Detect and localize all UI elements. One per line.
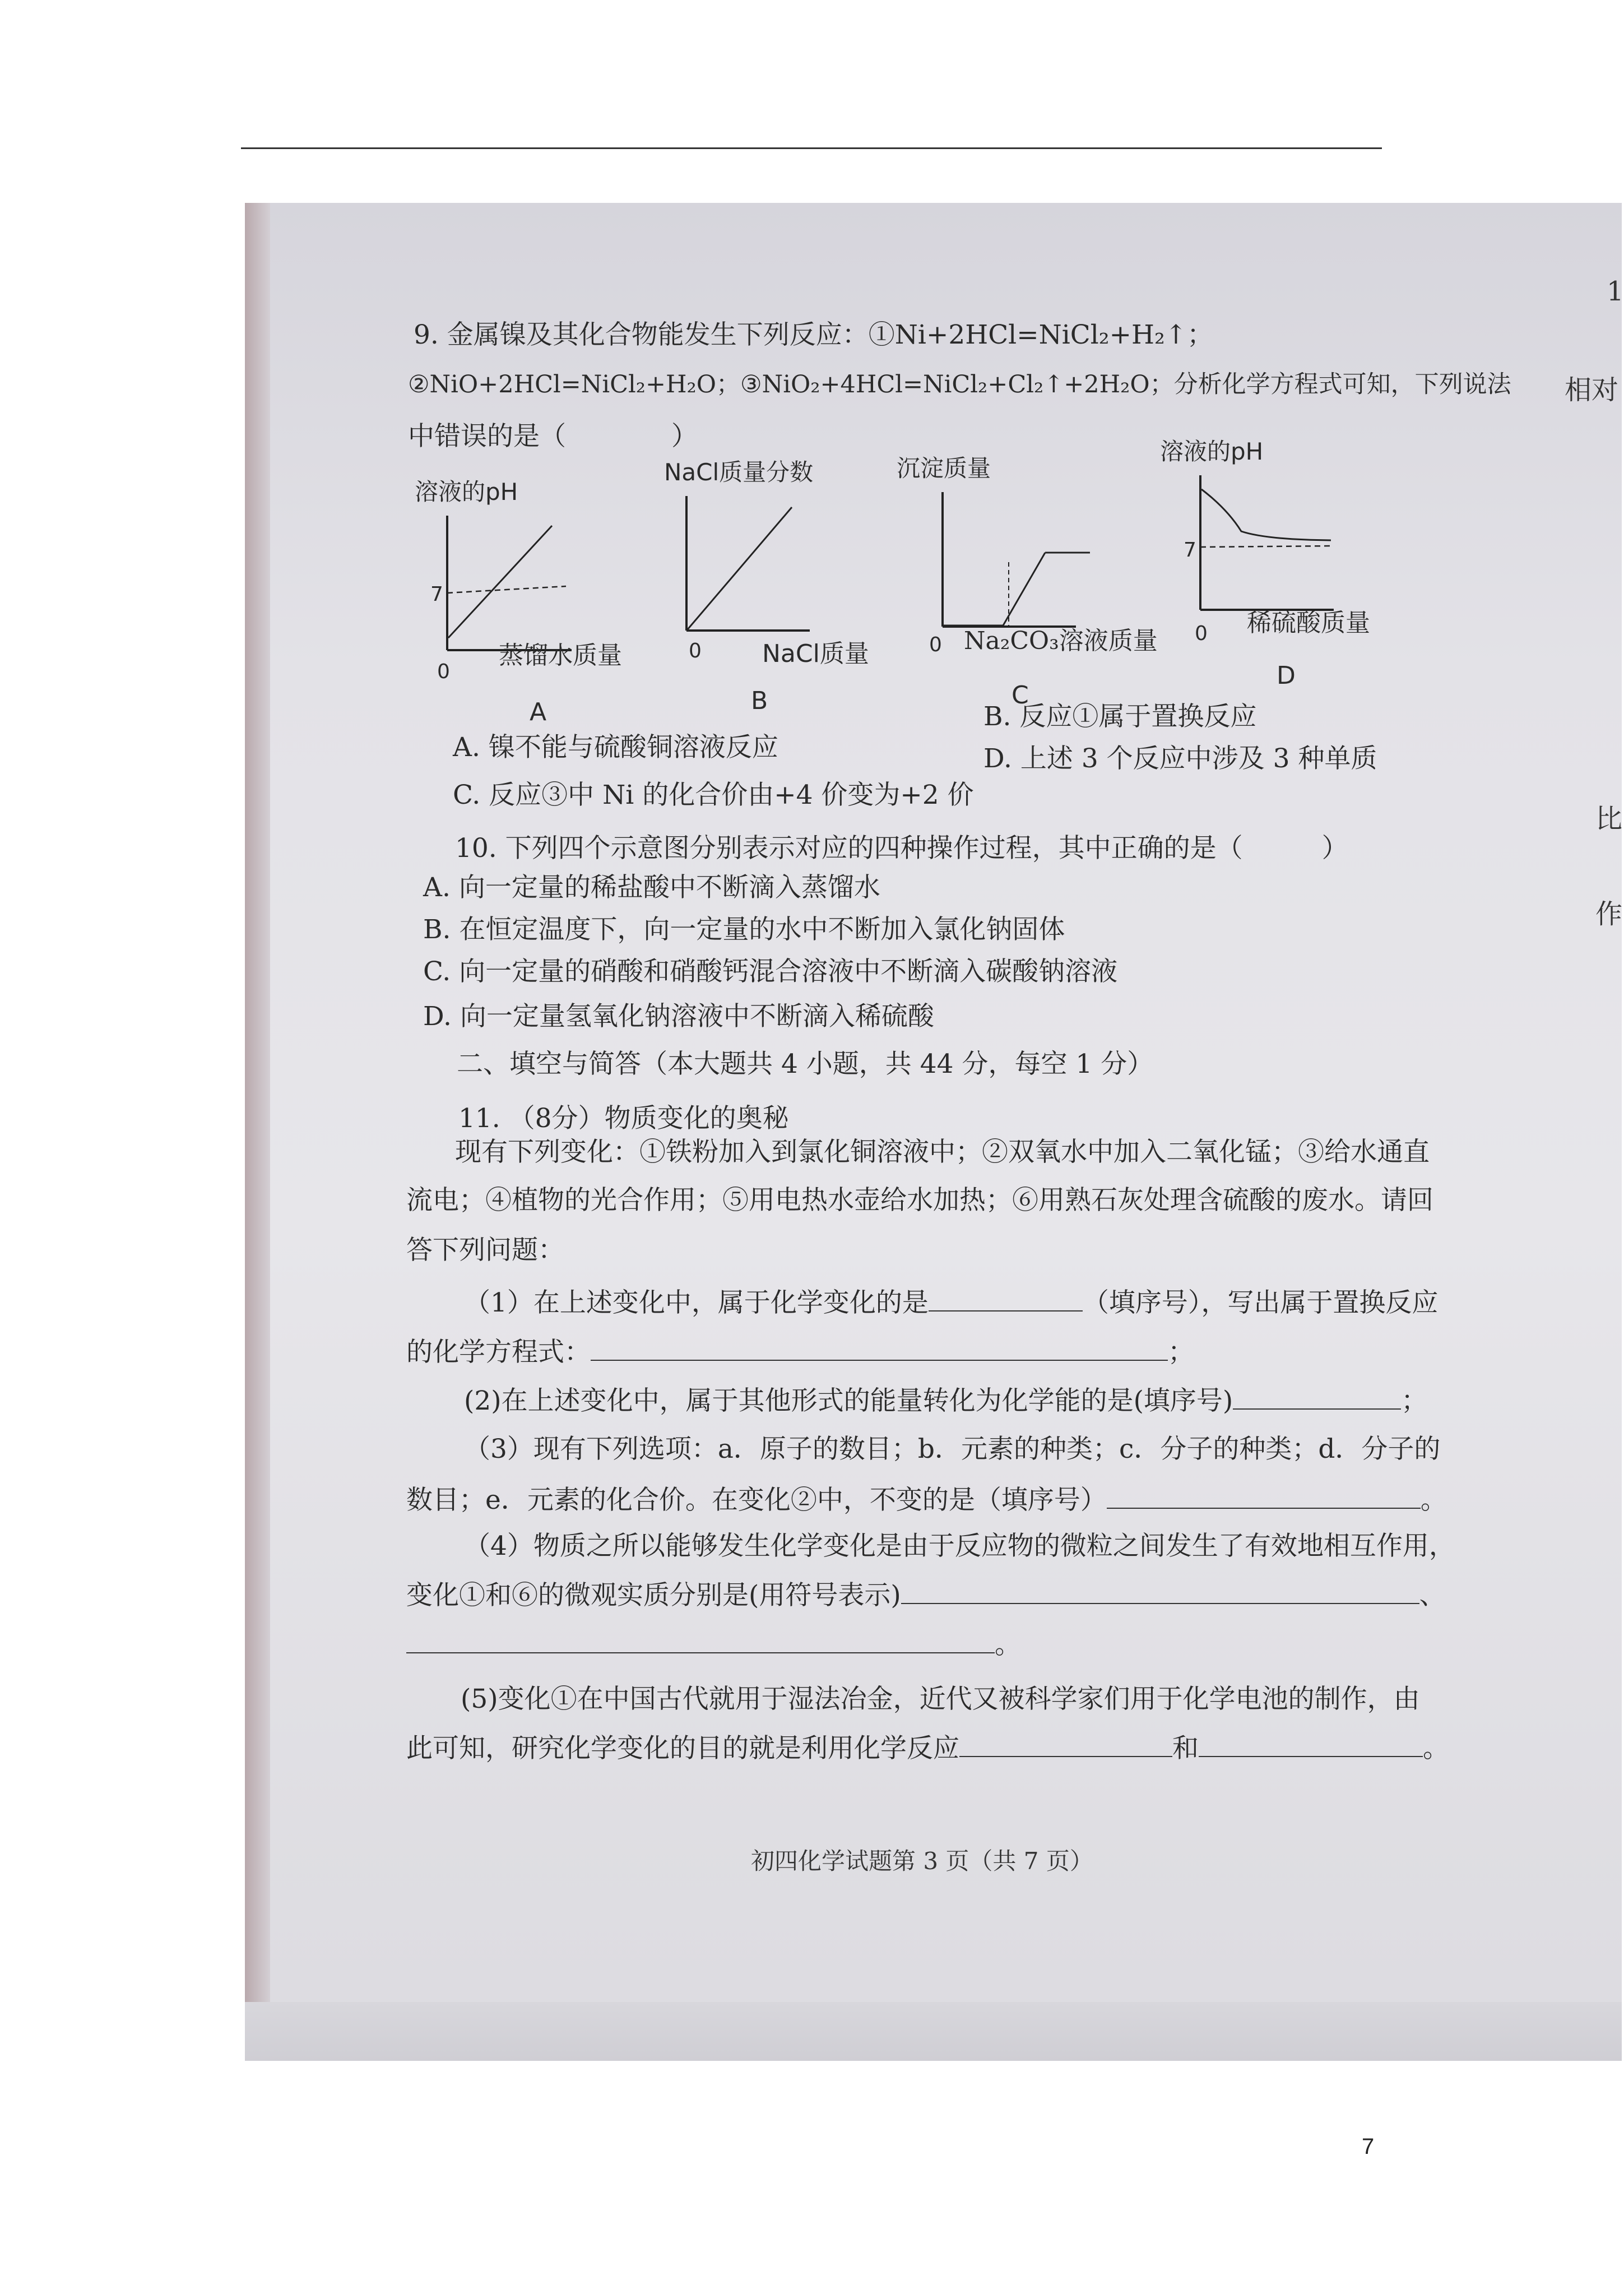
q10-stem: 10. 下列四个示意图分别表示对应的四种操作过程，其中正确的是（ ） [455, 833, 1348, 864]
q11-intro-1: 现有下列变化：①铁粉加入到氯化铜溶液中；②双氧水中加入二氧化锰；③给水通直 [455, 1137, 1430, 1167]
q11-part1-line2 [406, 1337, 1194, 1368]
q11-p3-blank[interactable] [1107, 1486, 1421, 1509]
q9-option-c: C. 反应③中 Ni 的化合价由+4 价变为+2 价 [453, 780, 974, 810]
photo-bottom-band [245, 2002, 1622, 2061]
q11-p5-blank-2[interactable] [1199, 1735, 1423, 1757]
q11-part3-line1: （3）现有下列选项：a．原子的数目；b．元素的种类；c．分子的种类；d．分子的 [464, 1434, 1441, 1465]
chart-a-ylabel: 溶液的pH [415, 478, 518, 506]
chart-d-ylabel: 溶液的pH [1160, 438, 1264, 465]
q11-p4-end: 。 [995, 1629, 1021, 1660]
q10-option-c: C. 向一定量的硝酸和硝酸钙混合溶液中不断滴入碳酸钠溶液 [423, 956, 1118, 987]
q11-p2-blank[interactable] [1233, 1387, 1401, 1410]
q9-option-b: B. 反应①属于置换反应 [983, 701, 1257, 732]
chart-c-ylabel: 沉淀质量 [897, 455, 991, 482]
q11-p1-text-b: （填序号），写出属于置换反应 [1082, 1287, 1439, 1318]
chart-b-origin: 0 [689, 639, 702, 662]
exam-footer: 初四化学试题第 3 页（共 7 页） [751, 1847, 1093, 1875]
q11-intro-2: 流电；④植物的光合作用；⑤用电热水壶给水加热；⑥用熟石灰处理含硫酸的废水。请回 [406, 1185, 1433, 1216]
q9-line1: 9. 金属镍及其化合物能发生下列反应：①Ni+2HCl=NiCl₂+H₂↑； [414, 319, 1214, 350]
chart-d-curve [1201, 489, 1331, 540]
chart-d-tick-7: 7 [1184, 539, 1196, 562]
side-text-3: 比 [1595, 803, 1623, 835]
q11-p1-end: ； [1168, 1337, 1194, 1368]
chart-c-caption: C [1011, 681, 1029, 710]
q11-p4-text: 变化①和⑥的微观实质分别是(用符号表示) [406, 1580, 901, 1611]
chart-b-ylabel: NaCl质量分数 [664, 458, 814, 486]
q10-option-a: A. 向一定量的稀盐酸中不断滴入蒸馏水 [423, 872, 880, 903]
chart-a-ph7-line [447, 586, 566, 593]
q11-p1-blank-2[interactable] [591, 1338, 1168, 1361]
chart-d-origin: 0 [1195, 622, 1208, 645]
q9-line2: ②NiO+2HCl=NiCl₂+H₂O；③NiO₂+4HCl=NiCl₂+Cl₂↑+2H₂O；分析化学方程式可知，下列说法 [408, 370, 1511, 398]
q11-part3-line2 [406, 1485, 1447, 1516]
chart-a-origin: 0 [437, 660, 450, 683]
q11-p1-text-c: 的化学方程式： [406, 1337, 591, 1368]
q11-p1-blank-1[interactable] [929, 1289, 1083, 1311]
q11-part5-line1: (5)变化①在中国古代就用于湿法冶金，近代又被科学家们用于化学电池的制作，由 [461, 1684, 1420, 1714]
header-rule [241, 147, 1382, 149]
q11-p2-text: (2)在上述变化中，属于其他形式的能量转化为化学能的是(填序号) [464, 1385, 1233, 1416]
q11-part4-line1: （4）物质之所以能够发生化学变化是由于反应物的微粒之间发生了有效地相互作用， [464, 1531, 1455, 1561]
chart-c-rise [1003, 553, 1045, 625]
q11-part4-line2 [406, 1582, 1446, 1609]
q11-title: 11. （8分）物质变化的奥秘 [458, 1103, 789, 1134]
chart-c-origin: 0 [929, 633, 942, 656]
q11-p5-end: 。 [1423, 1733, 1449, 1764]
q11-p3-end: 。 [1420, 1485, 1447, 1516]
q11-p5-and: 和 [1172, 1733, 1199, 1764]
q11-p5-text: 此可知，研究化学变化的目的就是利用化学反应 [406, 1733, 959, 1764]
q11-p5-blank-1[interactable] [959, 1735, 1172, 1757]
chart-c-xlabel: Na₂CO₃溶液质量 [964, 627, 1158, 655]
chart-a-tick-7: 7 [430, 583, 443, 606]
q11-p2-end: ； [1401, 1385, 1428, 1416]
q11-part4-line3 [406, 1631, 1021, 1658]
q11-part5-line2 [406, 1735, 1449, 1762]
q11-p1-text-a: （1）在上述变化中，属于化学变化的是 [464, 1287, 929, 1318]
q10-option-b: B. 在恒定温度下，向一定量的水中不断加入氯化钠固体 [423, 914, 1065, 945]
q11-part1-line1 [464, 1289, 1438, 1316]
chart-a-line [448, 526, 552, 638]
q11-p3-text: 数目；e．元素的化合价。在变化②中，不变的是（填序号） [406, 1485, 1107, 1516]
chart-d-caption: D [1277, 661, 1296, 690]
section-2-heading: 二、填空与简答（本大题共 4 小题，共 44 分，每空 1 分） [457, 1049, 1154, 1079]
chart-a-xlabel: 蒸馏水质量 [499, 641, 622, 670]
chart-a-caption: A [530, 698, 547, 726]
q11-intro-3: 答下列问题： [406, 1235, 564, 1266]
page-number: 7 [1362, 2134, 1375, 2159]
chart-b-line [688, 507, 792, 629]
side-text-4: 作 [1595, 898, 1623, 930]
chart-b-caption: B [751, 687, 768, 715]
chart-d-xlabel: 稀硫酸质量 [1247, 609, 1370, 637]
q11-p4-mid: 、 [1419, 1580, 1446, 1611]
q9-option-a: A. 镍不能与硫酸铜溶液反应 [453, 732, 778, 763]
q10-option-d: D. 向一定量氢氧化钠溶液中不断滴入稀硫酸 [423, 1001, 934, 1032]
q11-p4-blank-1[interactable] [901, 1582, 1419, 1604]
side-text-2: 相对 [1565, 374, 1619, 406]
chart-d-ph7-line [1200, 546, 1334, 547]
chart-b-xlabel: NaCl质量 [762, 639, 869, 668]
q9-line3: 中错误的是（ ） [408, 421, 698, 452]
photo-left-edge [245, 203, 270, 2061]
side-text-1: 1 [1607, 276, 1624, 307]
q11-p4-blank-2[interactable] [406, 1631, 995, 1653]
q9-option-d: D. 上述 3 个反应中涉及 3 种单质 [983, 743, 1377, 774]
q11-part2 [464, 1387, 1427, 1414]
